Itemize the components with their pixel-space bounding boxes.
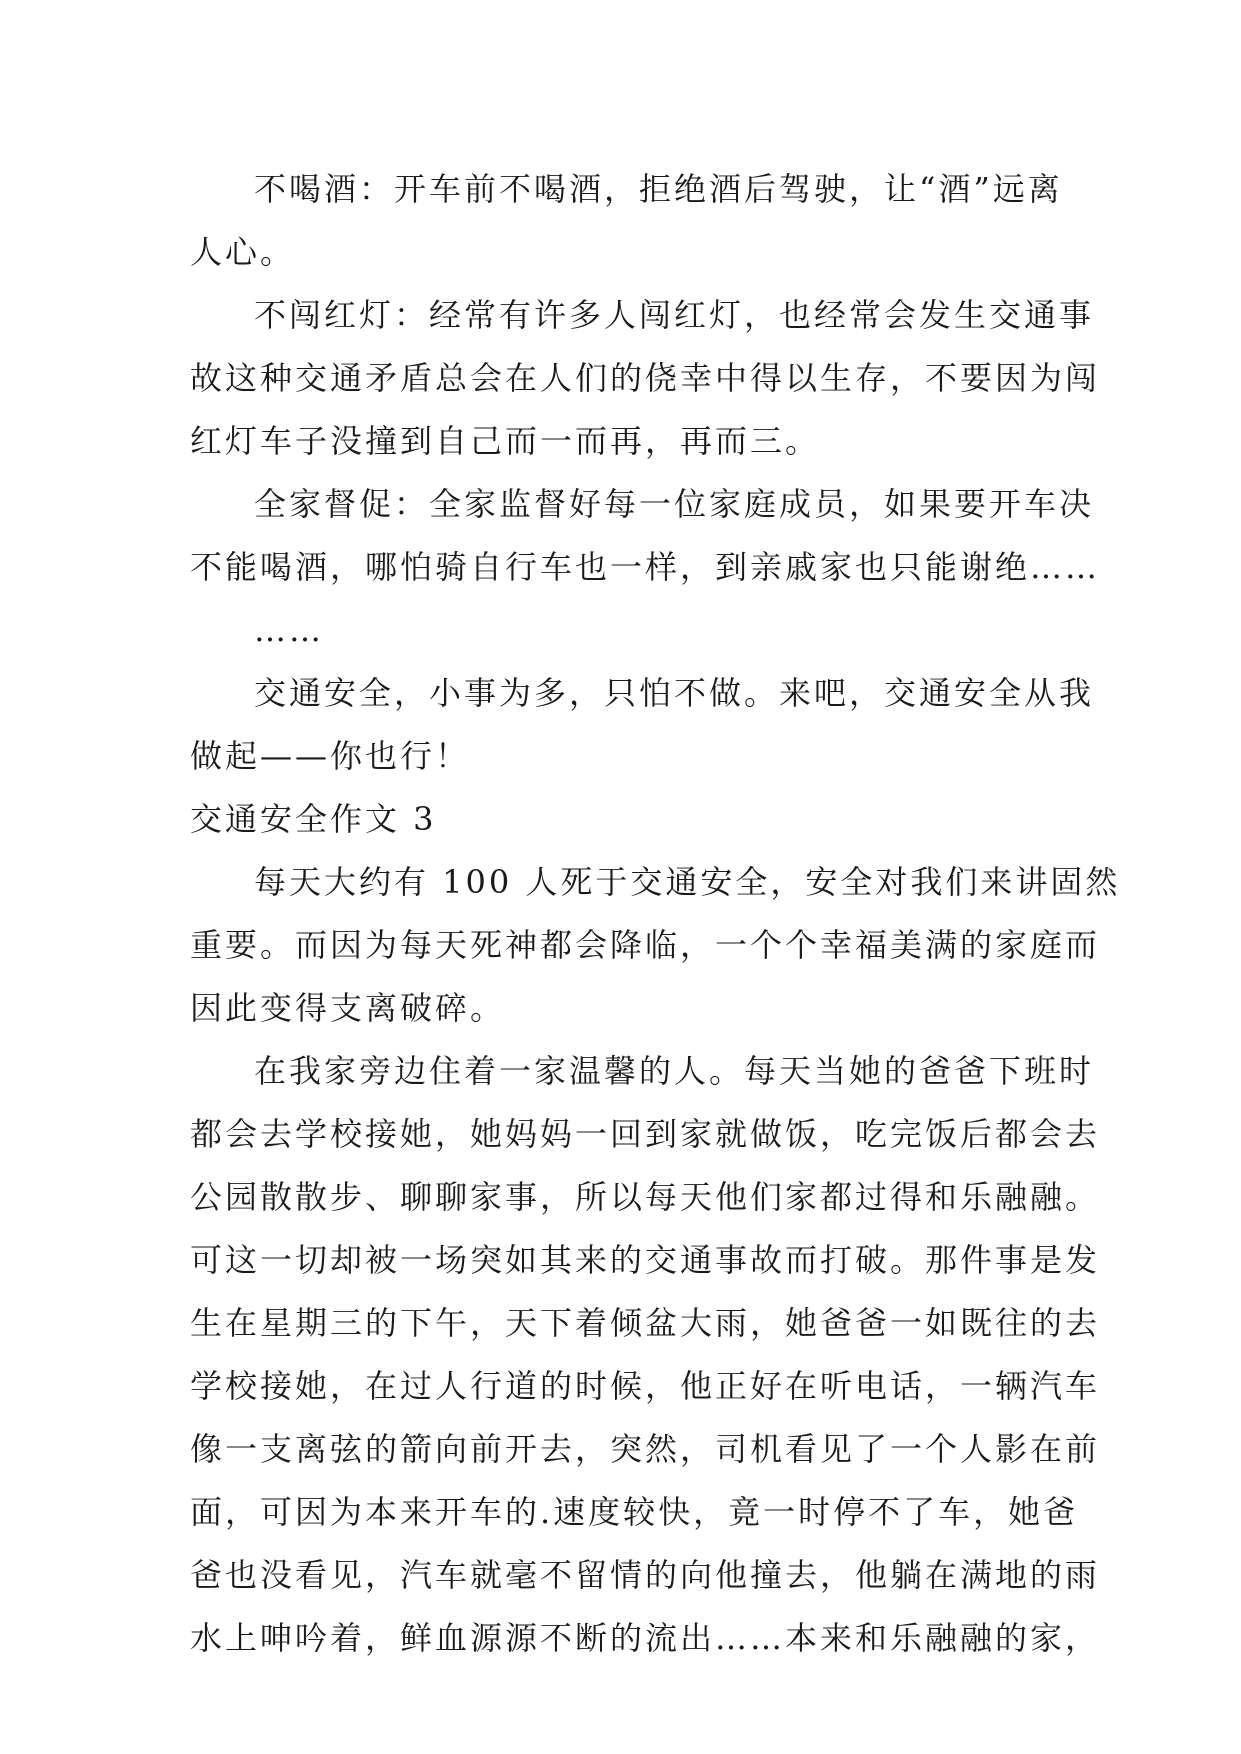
text-line: 因此变得支离破碎。 bbox=[190, 989, 506, 1027]
text-line: 重要。而因为每天死神都会降临，一个个幸福美满的家庭而 bbox=[190, 926, 1101, 964]
text-line: 生在星期三的下午，天下着倾盆大雨，她爸爸一如既往的去 bbox=[190, 1304, 1101, 1342]
text-line: 在我家旁边住着一家温馨的人。每天当她的爸爸下班时 bbox=[254, 1052, 1095, 1090]
text-line: 不能喝酒，哪怕骑自行车也一样，到亲戚家也只能谢绝…… bbox=[190, 548, 1101, 586]
document-body bbox=[190, 158, 1121, 1670]
text-line: 都会去学校接她，她妈妈一回到家就做饭，吃完饭后都会去 bbox=[190, 1115, 1101, 1153]
essay-heading bbox=[190, 788, 1070, 851]
text-line: 做起——你也行！ bbox=[190, 737, 471, 775]
paragraph-conclusion bbox=[190, 662, 1095, 788]
heading-text: 交通安全作文 3 bbox=[190, 800, 437, 838]
text-line: 可这一切却被一场突如其来的交通事故而打破。那件事是发 bbox=[190, 1241, 1101, 1279]
paragraph-no-red-light bbox=[190, 284, 1101, 473]
text-line: 不闯红灯：经常有许多人闯红灯，也经常会发生交通事 bbox=[254, 296, 1095, 334]
text-line: 全家督促：全家监督好每一位家庭成员，如果要开车决 bbox=[254, 485, 1095, 523]
text-line: 面，可因为本来开车的.速度较快，竟一时停不了车，她爸 bbox=[190, 1493, 1079, 1531]
text-line: 像一支离弦的箭向前开去，突然，司机看见了一个人影在前 bbox=[190, 1430, 1101, 1468]
paragraph-family-supervision bbox=[190, 473, 1101, 599]
paragraph-ellipsis bbox=[190, 599, 1070, 662]
paragraph-daily-deaths bbox=[190, 851, 1121, 1040]
text-line: 交通安全，小事为多，只怕不做。来吧，交通安全从我 bbox=[254, 674, 1095, 712]
text-line: 每天大约有 100 人死于交通安全，安全对我们来讲固然 bbox=[254, 863, 1121, 901]
text-line: 学校接她，在过人行道的时候，他正好在听电话，一辆汽车 bbox=[190, 1367, 1101, 1405]
text-line: 爸也没看见，汽车就毫不留情的向他撞去，他躺在满地的雨 bbox=[190, 1556, 1101, 1594]
text-line: 故这种交通矛盾总会在人们的侥幸中得以生存，不要因为闯 bbox=[190, 359, 1101, 397]
text-line: 红灯车子没撞到自己而一而再，再而三。 bbox=[190, 422, 821, 460]
text-line: …… bbox=[254, 611, 324, 649]
text-line: 公园散散步、聊聊家事，所以每天他们家都过得和乐融融。 bbox=[190, 1178, 1101, 1216]
paragraph-neighbor-story bbox=[190, 1040, 1101, 1670]
text-line: 不喝酒：开车前不喝酒，拒绝酒后驾驶，让“酒”远离 bbox=[254, 170, 1063, 208]
text-line: 水上呻吟着，鲜血源源不断的流出……本来和乐融融的家， bbox=[190, 1619, 1101, 1657]
text-line: 人心。 bbox=[190, 233, 296, 271]
paragraph-no-drinking bbox=[190, 158, 1070, 284]
